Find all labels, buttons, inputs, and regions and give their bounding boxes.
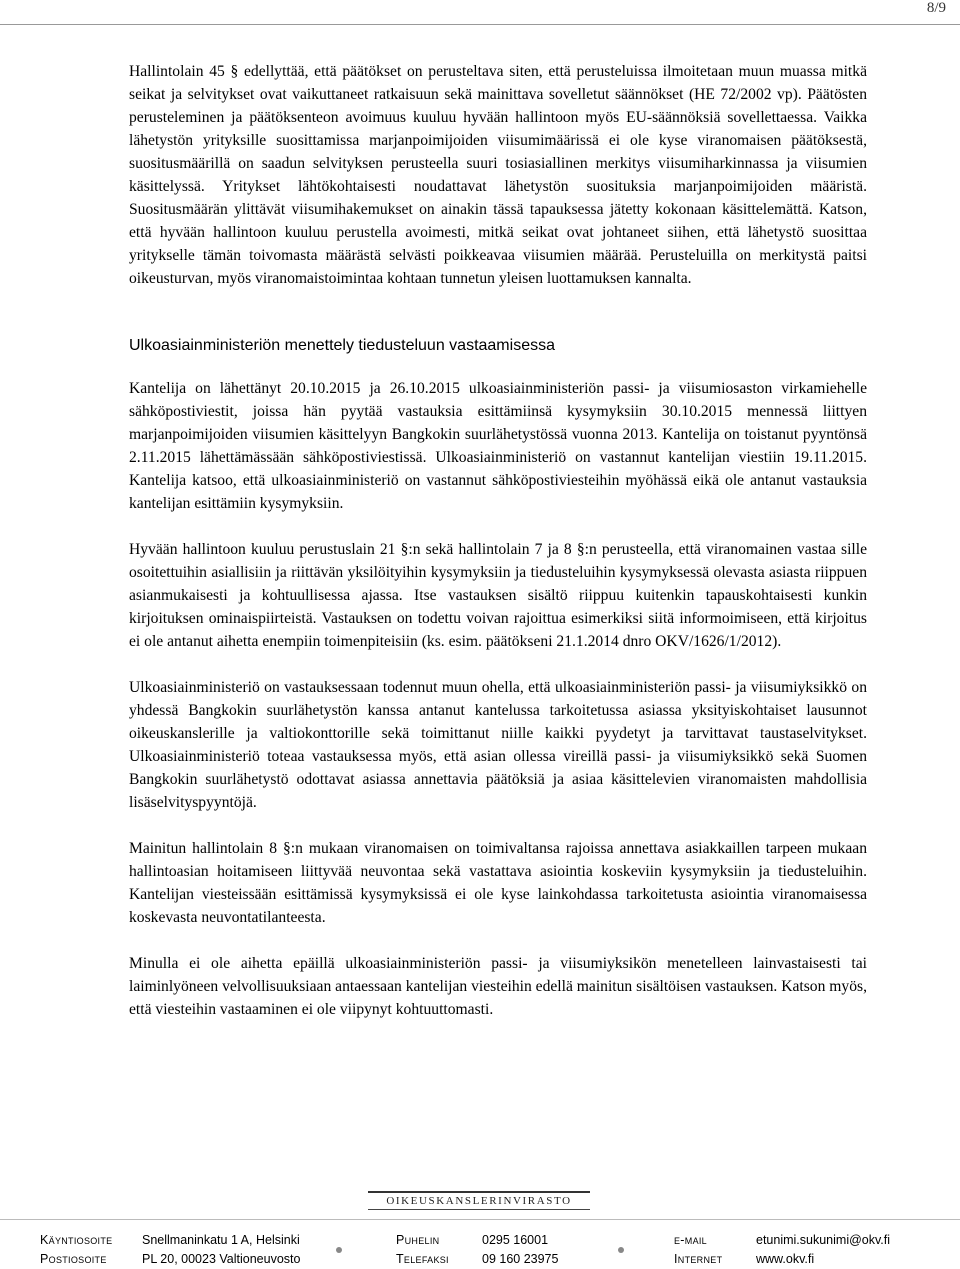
header-divider (0, 24, 960, 25)
paragraph-reasoning: Hallintolain 45 § edellyttää, että päätökset on perusteltava siten, että perusteluissa ilmoitetaan muun muassa mitkä seikat ja selvitykset ovat vaikuttaneet ratkaisuun sekä mainittava sovelletut säännökset (HE 72/2002 vp). Päätösten perusteleminen ja päätöksenteon avoimuus kuuluu hyvään hallintoon myös EU-säännöksiä sovellettaessa. Vaikka lähetystön yrityksille suosittamissa marjanpoimijoiden viisumimäärissä ei ole kyse viranomaisen päätöksestä, suositusmäärillä on saadun selvityksen perusteella suuri tosiasiallinen merkitys viisumiharkinnassa ja viisumien käsittelyssä. Yritykset lähtökohtaisesti noudattavat lähetystön suosituksia marjanpoimijoiden määristä. Suositusmäärän ylittävät viisumihakemukset on ainakin tässä tapauksessa jätetty kokonaan käsittelemättä. Katson, että hyvään hallintoon kuuluu perustella avoimesti, mitkä seikat ovat johtaneet siihen, että lähetystö suosittaa yritykselle tämän toivomasta määrästä selvästi poikkeavaa viisumien määrää. Perusteluilla on merkitystä paitsi oikeusturvan, myös viranomaistoimintaa kohtaan tunnetun yleisen luottamuksen kannalta. (129, 63, 867, 287)
paragraph-ministry-response: Ulkoasiainministeriö on vastauksessaan todennut muun ohella, että ulkoasiainministeriön passi- ja viisumiyksikkö on yhdessä Bangkokin suurlähetystön kanssa antanut kantelussa tarkoitetussa asiassa yksityiskohtaiset lausunnot oikeuskanslerille ja valtiokonttorille sekä toimittanut niille kaikki pyydetyt ja tarvittavat taustaselvitykset. Ulkoasiainministeriö toteaa vastauksessa myös, että asian ollessa vireillä passi- ja viisumiyksikkö sekä Suomen Bangkokin suurlähetystö odottavat asiassa annettavia päätöksiä ja asiaa käsittelevien viranomaisten mahdollisia lisäselvityspyyntöjä. (129, 679, 867, 811)
footer-row-1 (40, 1231, 920, 1250)
office-logo (368, 1191, 590, 1210)
paragraph-advice-duty: Mainitun hallintolain 8 §:n mukaan viranomaisen on toimivaltansa rajoissa annettava asiakkaillen tarpeen mukaan hallintoasian hoitamiseen liittyvää neuvontaa sekä vastattava asiointia koskeviin kysymyksiin ja tiedusteluihin. Kantelijan viesteissään esittämissä kysymyksissä ei ole kyse lainkohdassa tarkoitetusta asiointia viranomaisessa koskevasta neuvontatilanteesta. (129, 840, 867, 926)
phone-label: Puhelin (396, 1233, 440, 1247)
section-heading: Ulkoasiainministeriön menettely tiedusteluun vastaamisessa (129, 337, 555, 354)
fax-value: 09 160 23975 (482, 1252, 559, 1266)
internet-label: Internet (674, 1252, 723, 1266)
page-number: 8/9 (926, 0, 946, 16)
footer-contact (40, 1231, 920, 1269)
visiting-address-value: Snellmaninkatu 1 A, Helsinki (142, 1233, 300, 1247)
logo-rule-bottom (368, 1209, 590, 1210)
document-body (129, 60, 867, 1021)
fax-label: Telefaksi (396, 1252, 449, 1266)
phone-value: 0295 16001 (482, 1233, 549, 1247)
postal-address-value: PL 20, 00023 Valtioneuvosto (142, 1252, 301, 1266)
email-label: e-mail (674, 1233, 707, 1247)
visiting-address-label: Käyntiosoite (40, 1233, 113, 1247)
logo-text: OIKEUSKANSLERINVIRASTO (386, 1195, 572, 1207)
footer-row-2 (40, 1250, 920, 1269)
email-value[interactable]: etunimi.sukunimi@okv.fi (756, 1233, 891, 1247)
internet-value[interactable]: www.okv.fi (756, 1252, 815, 1266)
postal-address-label: Postiosoite (40, 1252, 107, 1266)
paragraph-complaint: Kantelija on lähettänyt 20.10.2015 ja 26.10.2015 ulkoasiainministeriön passi- ja viisumiosaston virkamiehelle sähköpostiviestit, joissa hän pyytää vastauksia esittämiinsä kysymyksiin 30.10.2015 mennessä liittyen marjanpoimijoiden viisumien käsittelyyn Bangkokin suurlähetystössä vuonna 2013. Kantelija on toistanut pyyntönsä 2.11.2015 lähettämässään sähköpostiviestissä. Ulkoasiainministeriö on vastannut kantelijan viestiin 19.11.2015. Kantelija katsoo, että ulkoasiainministeriö on vastannut sähköpostiviesteihin myöhässä eikä ole antanut vastauksia kantelijan esittämiin kysymyksiin. (129, 380, 867, 512)
paragraph-good-administration: Hyvään hallintoon kuuluu perustuslain 21 §:n sekä hallintolain 7 ja 8 §:n perusteella, että viranomainen vastaa sille osoitettuihin asiallisiin ja riittävän yksilöityihin kysymyksiin ja tiedusteluihin kysymyksessä olevasta asiasta riippuen asianmukaisesti ja kohtuullisessa ajassa. Itse vastauksen sisältö riippuu kuitenkin tapauskohtaisesti kunkin kirjoituksen ominaispiirteistä. Vastauksen on todettu voivan rajoittua esimerkiksi siitä informoimiseen, että kirjoitus ei ole antanut aihetta enempiin toimenpiteisiin (ks. esim. päätökseni 21.1.2014 dnro OKV/1626/1/2012). (129, 541, 867, 650)
paragraph-conclusion: Minulla ei ole aihetta epäillä ulkoasiainministeriön passi- ja viisumiyksikön menetelleen lainvastaisesti tai laiminlyöneen velvollisuuksiaan antaessaan kantelijan viesteihin edellä mainitun sisältöisen vastauksen. Katson myös, että viesteihin vastaaminen ei ole viipynyt kohtuuttomasti. (129, 955, 867, 1018)
bullet-dot-icon (336, 1247, 342, 1253)
footer-divider (0, 1219, 960, 1220)
bullet-dot-icon (618, 1247, 624, 1253)
